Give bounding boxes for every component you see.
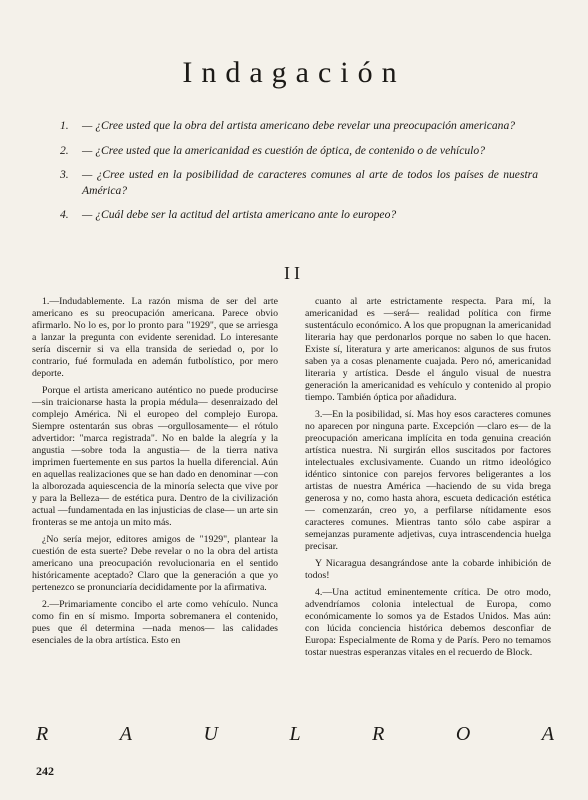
question-number: 1. <box>60 119 69 132</box>
paragraph: ¿No sería mejor, editores amigos de "1929", plantear la cuestión de esta suerte? Debe revelar o no la obra del artista americano una preocupación revolucionaria en el sentido históricamente aceptado? Claro que la generación a que yo pertenezco se pronunciaría decididamente por la afirmativa. <box>32 534 278 593</box>
paragraph: 3.—En la posibilidad, sí. Mas hoy esos caracteres comunes no aparecen por ninguna parte. Excepción —claro es— de la preocupación americana implícita en toda genuina creación artística nuestra. Ni surgirán ellos suscitados por factores intelectuales exclusivamente. Cuando un ritmo ideológico idéntico sintonice con parejos fervores beligerantes a los artistas de nuestra América —haciendo de su vida brega generosa y no, como hasta ahora, escueta dedicación estética— comenzarán, creo yo, a perfilarse nítidamente esos caracteres comunes. Mientras tanto sólo cabe aspirar a semejanzas puramente adjetivas, cuya intrascendencia huelga precisar. <box>305 409 551 552</box>
author-letter: O <box>455 723 471 745</box>
paragraph: Y Nicaragua desangrándose ante la cobarde inhibición de todos! <box>305 558 551 581</box>
question-text: — ¿Cree usted que la americanidad es cuestión de óptica, de contenido o de vehículo? <box>82 143 486 157</box>
question-number: 4. <box>60 208 69 221</box>
section-number: II <box>284 263 304 283</box>
author-letter: A <box>541 723 554 745</box>
question-number: 2. <box>60 143 69 157</box>
question-item <box>60 167 538 198</box>
question-item <box>60 143 538 159</box>
question-text: — ¿Cree usted que la obra del artista americano debe revelar una preocupación americana? <box>82 119 516 132</box>
paragraph: cuanto al arte estrictamente respecta. Para mí, la americanidad es —será— realidad política con firme sustentáculo económico. A los que propugnan la americanidad literaria hay que perdonarlos porque no saben lo que hacen. Existe sí, literatura y arte americanos: algunos de sus frutos saben ya a cosas plenamente cuajada. Pero nó, americanidad literaria y artística. Desde el ángulo visual de nuestra generación la americanidad es vehículo y contenido al propio tiempo. También óptica por añadidura. <box>305 296 551 403</box>
paragraph: Porque el artista americano auténtico no puede producirse —sin traicionarse hasta la propia médula— desenraizado del complejo América. Ni el europeo del complejo Europa. Siempre ostentarán sus obras —orgullosamente— el rótulo advertidor: "marca registrada". No en balde la alegría y la angustia —sobre toda la angustia— de la tierra nativa imprimen fuertemente en sus partos la huella diferencial. Aún en aquellas realizaciones que se han dado en denominar —con la alborozada aquiescencia de la minoría selecta que vive por y para la Belleza— de estética pura. Dentro de la civilización actual —fundamentada en las injusticias de clase— un arte sin fronteras se me antoja un mito más. <box>32 385 278 528</box>
questions-list <box>60 118 538 232</box>
page-number: 242 <box>36 764 54 778</box>
paragraph: 2.—Primariamente concibo el arte como vehículo. Nunca como fin en sí mismo. Importa sobremanera el contenido, pues que él determina —nada menos— las calidades esenciales de la obra artística. Esto en <box>32 599 278 646</box>
author-letter: R <box>36 723 49 745</box>
page-title: Indagación <box>182 56 406 90</box>
question-text: — ¿Cuál debe ser la actitud del artista americano ante lo europeo? <box>82 208 397 221</box>
author-letter: R <box>372 723 385 745</box>
author-signature <box>36 723 554 746</box>
left-column <box>32 296 278 652</box>
question-number: 3. <box>60 168 69 181</box>
question-item <box>60 118 538 134</box>
author-letter: A <box>119 723 132 745</box>
question-item <box>60 207 538 223</box>
author-letter: L <box>289 723 301 745</box>
right-column <box>305 296 551 664</box>
paragraph: 1.—Indudablemente. La razón misma de ser del arte americano es su preocupación americana. Parece obvio afirmarlo. No lo es, por lo pronto para "1929", que se arriesga a lanzar la pregunta con evidente serenidad. Lo interesante sería discernir si va ella transida de seriedad o, por lo contrario, fué formulada en ademán futbolístico, por mero deporte. <box>32 296 278 379</box>
question-text: — ¿Cree usted en la posibilidad de caracteres comunes al arte de todos los países de nuestra América? <box>82 168 538 197</box>
author-letter: U <box>203 723 218 745</box>
paragraph: 4.—Una actitud eminentemente crítica. De otro modo, advendríamos colonia intelectual de Europa, como económicamente lo somos ya de Estados Unidos. Mas aún: con lúcida conciencia histórica debemos desconfiar de Europa: Especialmente de Roma y de París. Pero no temamos tostar nuestras esperanzas vitales en el recuerdo de Block. <box>305 587 551 658</box>
